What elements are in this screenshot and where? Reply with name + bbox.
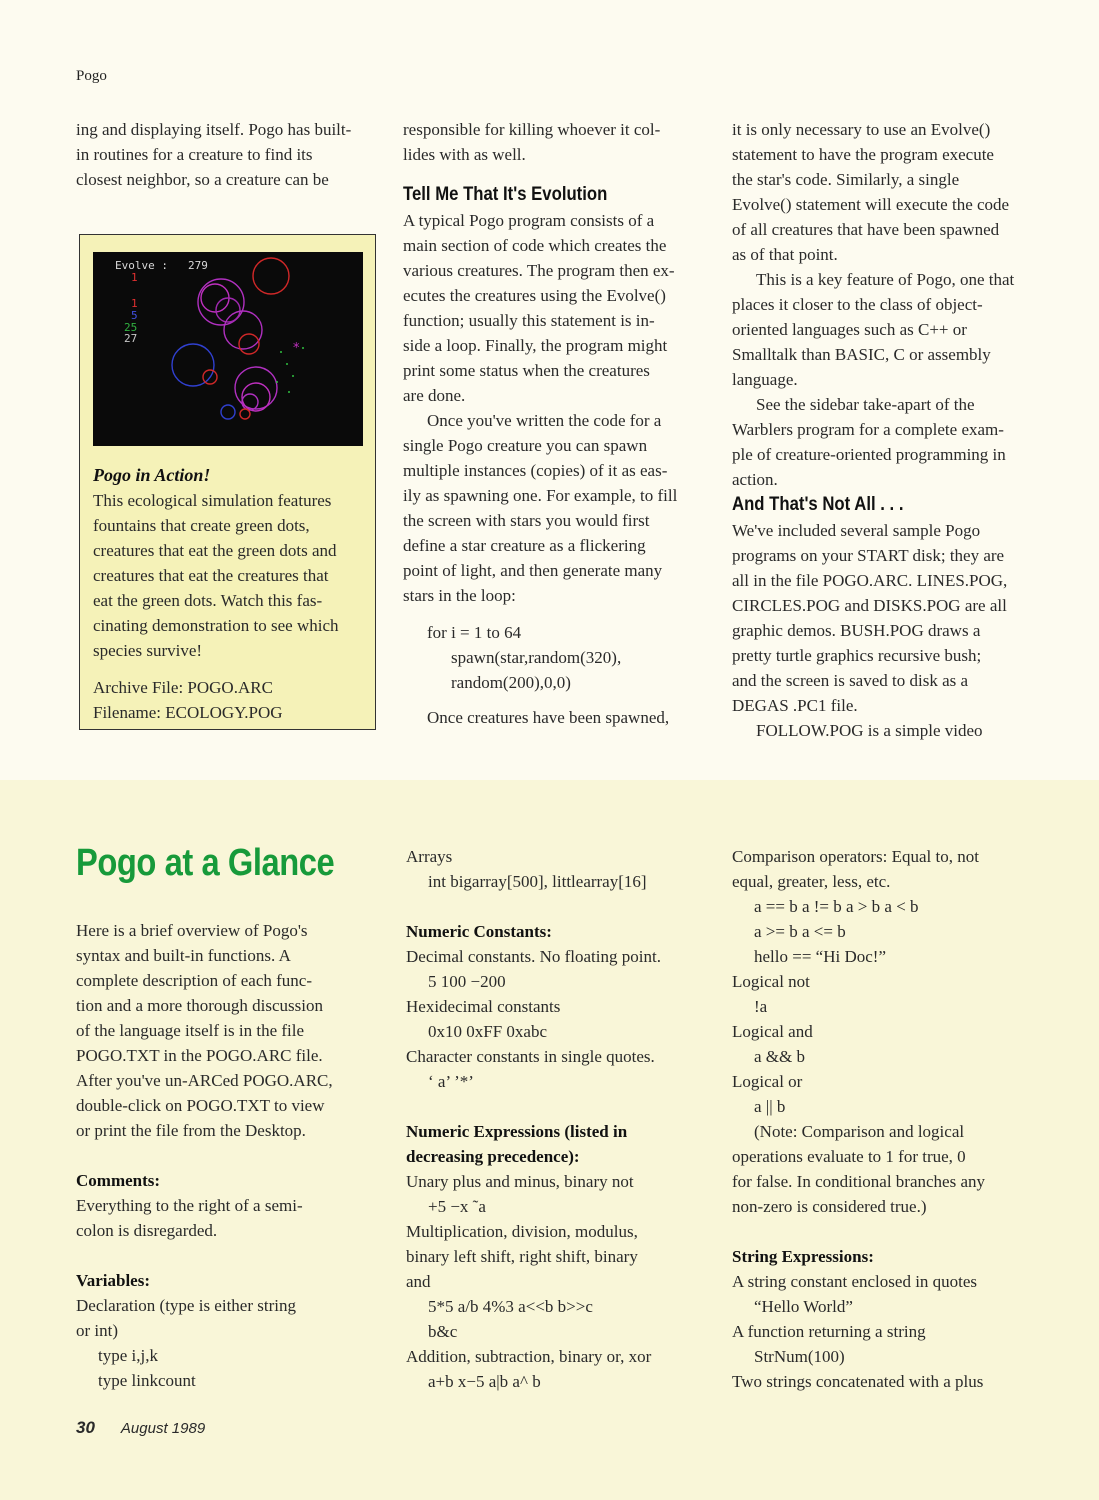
text-line: oriented languages such as C++ or xyxy=(732,320,967,339)
evolve-label: Evolve : xyxy=(115,259,168,272)
caption-line: fountains that create green dots, xyxy=(93,516,310,535)
text-line: This is a key feature of Pogo, one that xyxy=(756,270,1015,289)
code-line: a == b a != b a > b a < b xyxy=(754,897,919,916)
text-line: Evolve() statement will execute the code xyxy=(732,195,1010,214)
text-line: in routines for a creature to find its xyxy=(76,145,313,164)
text-line: double-click on POGO.TXT to view xyxy=(76,1096,325,1115)
text-line: POGO.TXT in the POGO.ARC file. xyxy=(76,1046,323,1065)
text-line: FOLLOW.POG is a simple video xyxy=(756,721,983,740)
text-line: Logical or xyxy=(732,1072,803,1091)
code-line: StrNum(100) xyxy=(754,1347,845,1366)
text-line: responsible for killing whoever it col- xyxy=(403,120,661,139)
numeric-expressions-heading: Numeric Expressions (listed in xyxy=(406,1122,628,1141)
text-line: Declaration (type is either string xyxy=(76,1296,296,1315)
text-line: it is only necessary to use an Evolve() xyxy=(732,120,991,139)
text-line: See the sidebar take-apart of the xyxy=(756,395,975,414)
code-line: hello == “Hi Doc!” xyxy=(754,947,886,966)
text-line: are done. xyxy=(403,386,466,405)
evolve-counter: 279 xyxy=(188,259,208,272)
code-line: type i,j,k xyxy=(98,1346,158,1365)
text-line: of all creatures that have been spawned xyxy=(732,220,1000,239)
text-line: A typical Pogo program consists of a xyxy=(403,211,655,230)
page-number: 30 xyxy=(76,1418,95,1437)
text-line: Arrays xyxy=(406,847,453,866)
text-line: tion and a more thorough discussion xyxy=(76,996,323,1015)
section-heading-evolution: Tell Me That It's Evolution xyxy=(403,184,608,205)
text-line: side a loop. Finally, the program might xyxy=(403,336,668,355)
text-line: binary left shift, right shift, binary xyxy=(406,1247,638,1266)
text-line: ple of creature-oriented programming in xyxy=(732,445,1006,464)
article-column-3 xyxy=(732,117,1042,743)
section-heading-not-all: And That's Not All . . . xyxy=(732,494,904,515)
code-line: spawn(star,random(320), xyxy=(451,648,622,667)
text-line: all in the file POGO.ARC. LINES.POG, xyxy=(732,571,1008,590)
code-line: type linkcount xyxy=(98,1371,196,1390)
caption-title: Pogo in Action! xyxy=(93,465,211,485)
count-5: 27 xyxy=(124,332,138,345)
text-line: Logical not xyxy=(732,972,810,991)
text-line: Unary plus and minus, binary not xyxy=(406,1172,634,1191)
comments-heading: Comments: xyxy=(76,1171,161,1190)
text-line: equal, greater, less, etc. xyxy=(732,872,891,891)
text-line: multiple instances (copies) of it as eas- xyxy=(403,461,668,480)
running-head: Pogo xyxy=(76,68,107,84)
text-line: DEGAS .PC1 file. xyxy=(732,696,858,715)
text-line: Two strings concatenated with a plus xyxy=(732,1372,984,1391)
text-line: various creatures. The program then ex- xyxy=(403,261,675,280)
text-line: Logical and xyxy=(732,1022,813,1041)
text-line: and xyxy=(406,1272,431,1291)
text-line: single Pogo creature you can spawn xyxy=(403,436,648,455)
figure-box xyxy=(79,234,376,730)
text-line: main section of code which creates the xyxy=(403,236,667,255)
text-line: or int) xyxy=(76,1321,119,1340)
text-line: ecutes the creatures using the Evolve() xyxy=(403,286,666,305)
text-line: Warblers program for a complete exam- xyxy=(732,420,1004,439)
figure-caption xyxy=(93,463,368,725)
text-line: closest neighbor, so a creature can be xyxy=(76,170,329,189)
sidebar-column-2 xyxy=(406,844,706,1394)
code-line: !a xyxy=(754,997,768,1016)
text-line: action. xyxy=(732,470,778,489)
text-line: stars in the loop: xyxy=(403,586,516,605)
text-line: A function returning a string xyxy=(732,1322,926,1341)
text-line: operations evaluate to 1 for true, 0 xyxy=(732,1147,966,1166)
code-line: “Hello World” xyxy=(754,1297,853,1316)
code-line: b&c xyxy=(428,1322,458,1341)
text-line: ing and displaying itself. Pogo has built- xyxy=(76,120,352,139)
code-line: a && b xyxy=(754,1047,805,1066)
text-line: statement to have the program execute xyxy=(732,145,994,164)
text-line: graphic demos. BUSH.POG draws a xyxy=(732,621,981,640)
text-line: Here is a brief overview of Pogo's xyxy=(76,921,308,940)
text-line: Once creatures have been spawned, xyxy=(427,708,670,727)
text-line: A string constant enclosed in quotes xyxy=(732,1272,978,1291)
code-line: int bigarray[500], littlearray[16] xyxy=(428,872,647,891)
text-line: non-zero is considered true.) xyxy=(732,1197,927,1216)
text-line: complete description of each func- xyxy=(76,971,313,990)
green-dots xyxy=(276,347,304,393)
text-line: pretty turtle graphics recursive bush; xyxy=(732,646,982,665)
text-line: and the screen is saved to disk as a xyxy=(732,671,969,690)
text-line: Smalltalk than BASIC, C or assembly xyxy=(732,345,991,364)
string-expressions-heading: String Expressions: xyxy=(732,1247,874,1266)
sidebar-column-3 xyxy=(732,844,1042,1394)
count-2: 1 xyxy=(131,297,138,310)
sidebar-title: Pogo at a Glance xyxy=(76,842,335,884)
count-3: 5 xyxy=(131,309,138,322)
text-line: After you've un-ARCed POGO.ARC, xyxy=(76,1071,333,1090)
code-line: +5 −x ˜a xyxy=(428,1197,486,1216)
text-line: places it closer to the class of object- xyxy=(732,295,983,314)
caption-line: cinating demonstration to see which xyxy=(93,616,339,635)
code-line: a >= b a <= b xyxy=(754,922,846,941)
text-line: point of light, and then generate many xyxy=(403,561,663,580)
text-line: as of that point. xyxy=(732,245,838,264)
text-line: colon is disregarded. xyxy=(76,1221,218,1240)
code-line: a+b x−5 a|b a^ b xyxy=(428,1372,541,1391)
caption-line: creatures that eat the creatures that xyxy=(93,566,329,585)
code-line: 0x10 0xFF 0xabc xyxy=(428,1022,547,1041)
code-line: a || b xyxy=(754,1097,786,1116)
text-line: Once you've written the code for a xyxy=(427,411,662,430)
variables-heading: Variables: xyxy=(76,1271,150,1290)
text-line: ily as spawning one. For example, to fill xyxy=(403,486,678,505)
code-line: random(200),0,0) xyxy=(451,673,571,692)
text-line: Decimal constants. No floating point. xyxy=(406,947,661,966)
text-line: syntax and built-in functions. A xyxy=(76,946,291,965)
text-line: define a star creature as a flickering xyxy=(403,536,646,555)
count-1: 1 xyxy=(131,271,138,284)
code-line: 5*5 a/b 4%3 a<<b b>>c xyxy=(428,1297,593,1316)
text-line: language. xyxy=(732,370,798,389)
text-line: Everything to the right of a semi- xyxy=(76,1196,303,1215)
code-line: 5 100 −200 xyxy=(428,972,506,991)
simulation-graphic xyxy=(93,252,363,446)
count-4: 25 xyxy=(124,321,138,334)
text-line: lides with as well. xyxy=(403,145,526,164)
caption-line: eat the green dots. Watch this fas- xyxy=(93,591,323,610)
code-line: for i = 1 to 64 xyxy=(427,623,522,642)
filename: Filename: ECOLOGY.POG xyxy=(93,703,283,722)
text-line: Character constants in single quotes. xyxy=(406,1047,655,1066)
text-line: Comparison operators: Equal to, not xyxy=(732,847,979,866)
text-line: the star's code. Similarly, a single xyxy=(732,170,960,189)
text-line: programs on your START disk; they are xyxy=(732,546,1005,565)
text-line: Addition, subtraction, binary or, xor xyxy=(406,1347,652,1366)
caption-line: species survive! xyxy=(93,641,203,660)
article-column-2 xyxy=(403,117,703,730)
sidebar-column-1 xyxy=(76,918,376,1393)
text-line: (Note: Comparison and logical xyxy=(754,1122,965,1141)
star-glyph: * xyxy=(293,341,300,356)
text-line: for false. In conditional branches any xyxy=(732,1172,986,1191)
caption-line: This ecological simulation features xyxy=(93,491,332,510)
text-line: CIRCLES.POG and DISKS.POG are all xyxy=(732,596,1007,615)
text-line: We've included several sample Pogo xyxy=(732,521,981,540)
issue-date: August 1989 xyxy=(120,1420,206,1437)
text-line: Multiplication, division, modulus, xyxy=(406,1222,638,1241)
creature-circles xyxy=(172,258,289,419)
article-column-1 xyxy=(76,117,376,192)
page-footer xyxy=(76,1418,205,1438)
text-line: print some status when the creatures xyxy=(403,361,650,380)
code-line: ‘ a’ ’*’ xyxy=(428,1072,474,1091)
text-line: or print the file from the Desktop. xyxy=(76,1121,306,1140)
text-line: Hexidecimal constants xyxy=(406,997,561,1016)
simulation-screenshot xyxy=(93,252,363,446)
text-line: the screen with stars you would first xyxy=(403,511,650,530)
caption-line: creatures that eat the green dots and xyxy=(93,541,337,560)
archive-file: Archive File: POGO.ARC xyxy=(93,678,273,697)
text-line: function; usually this statement is in- xyxy=(403,311,655,330)
numeric-constants-heading: Numeric Constants: xyxy=(406,922,552,941)
text-line: of the language itself is in the file xyxy=(76,1021,305,1040)
numeric-expressions-heading-cont: decreasing precedence): xyxy=(406,1147,580,1166)
